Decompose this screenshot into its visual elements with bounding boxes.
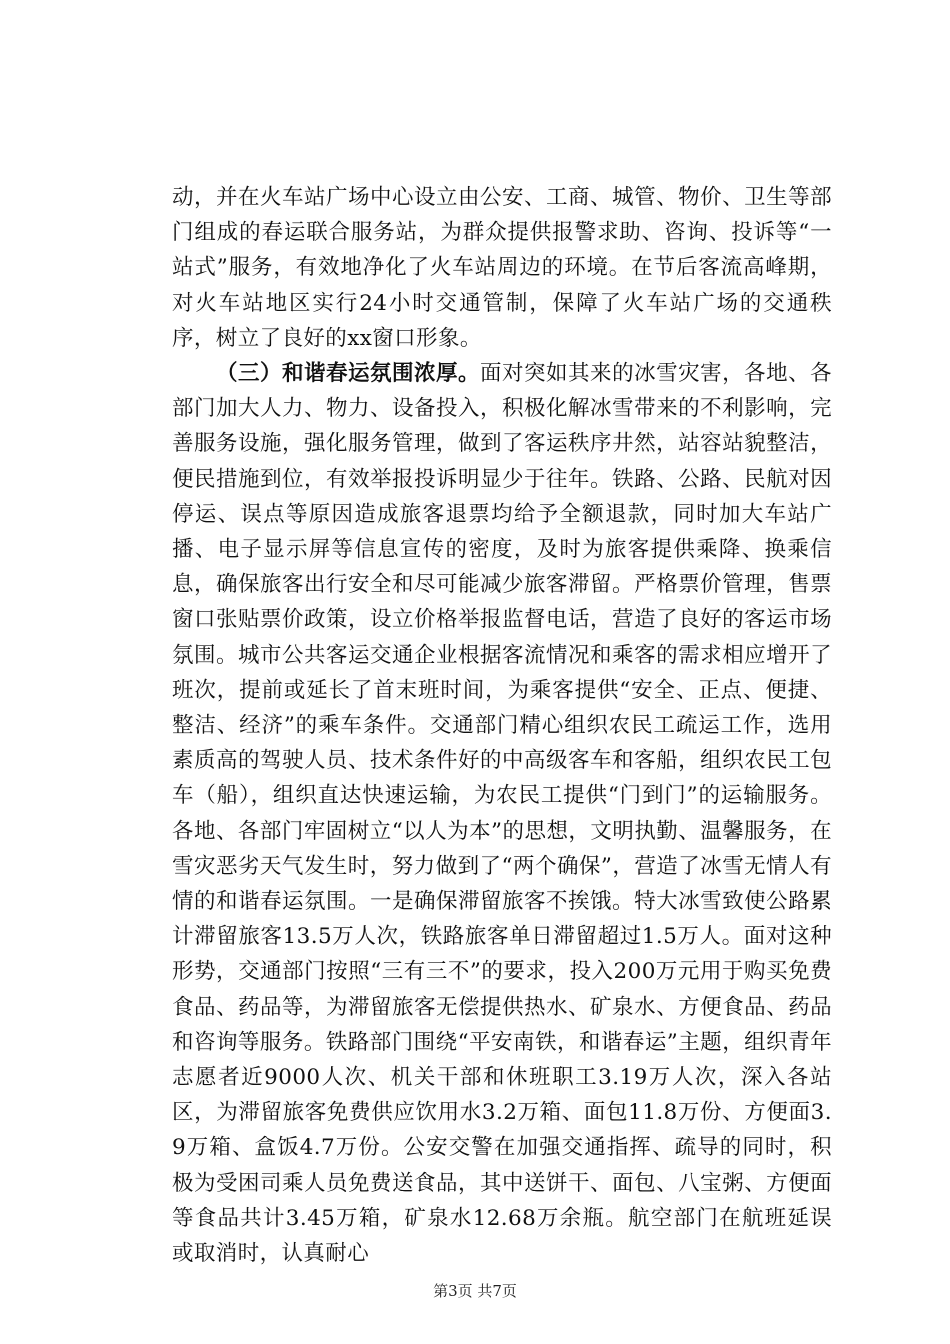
paragraph-1: 动，并在火车站广场中心设立由公安、工商、城管、物价、卫生等部门组成的春运联合服务站，为群众提供报警求助、咨询、投诉等“一站式”服务，有效地净化了火车站周边的环境。在节后客流高峰期，对火车站地区实行24小时交通管制，保障了火车站广场的交通秩序，树立了良好的xx窗口形象。 bbox=[172, 185, 832, 351]
paragraph-2 bbox=[172, 356, 832, 1271]
document-body bbox=[172, 180, 832, 1271]
section-heading-3: （三）和谐春运氛围浓厚。 bbox=[216, 361, 481, 387]
paragraph-2-body: 面对突如其来的冰雪灾害，各地、各部门加大人力、物力、设备投入，积极化解冰雪带来的不利影响，完善服务设施，强化服务管理，做到了客运秩序井然，站容站貌整洁，便民措施到位，有效举报投诉明显少于往年。铁路、公路、民航对因停运、误点等原因造成旅客退票均给予全额退款，同时加大车站广播、电子显示屏等信息宣传的密度，及时为旅客提供乘降、换乘信息，确保旅客出行安全和尽可能减少旅客滞留。严格票价管理，售票窗口张贴票价政策，设立价格举报监督电话，营造了良好的客运市场氛围。城市公共客运交通企业根据客流情况和乘客的需求相应增开了班次，提前或延长了首末班时间，为乘客提供“安全、正点、便捷、整洁、经济”的乘车条件。交通部门精心组织农民工疏运工作，选用素质高的驾驶人员、技术条件好的中高级客车和客船，组织农民工包车（船），组织直达快速运输，为农民工提供“门到门”的运输服务。各地、各部门牢固树立“以人为本”的思想，文明执勤、温馨服务，在雪灾恶劣天气发生时，努力做到了“两个确保”，营造了冰雪无情人有情的和谐春运氛围。一是确保滞留旅客不挨饿。特大冰雪致使公路累计滞留旅客13.5万人次，铁路旅客单日滞留超过1.5万人。面对这种形势，交通部门按照“三有三不”的要求，投入200万元用于购买免费食品、药品等，为滞留旅客无偿提供热水、矿泉水、方便食品、药品和咨询等服务。铁路部门围绕“平安南铁，和谐春运”主题，组织青年志愿者近9000人次、机关干部和休班职工3.19万人次，深入各站区，为滞留旅客免费供应饮用水3.2万箱、面包11.8万份、方便面3.9万箱、盒饭4.7万份。公安交警在加强交通指挥、疏导的同时，积极为受困司乘人员免费送食品，其中送饼干、面包、八宝粥、方便面等食品共计3.45万箱，矿泉水12.68万余瓶。航空部门在航班延误或取消时，认真耐心 bbox=[172, 361, 832, 1267]
page-footer: 第3页 共7页 bbox=[433, 1282, 517, 1300]
